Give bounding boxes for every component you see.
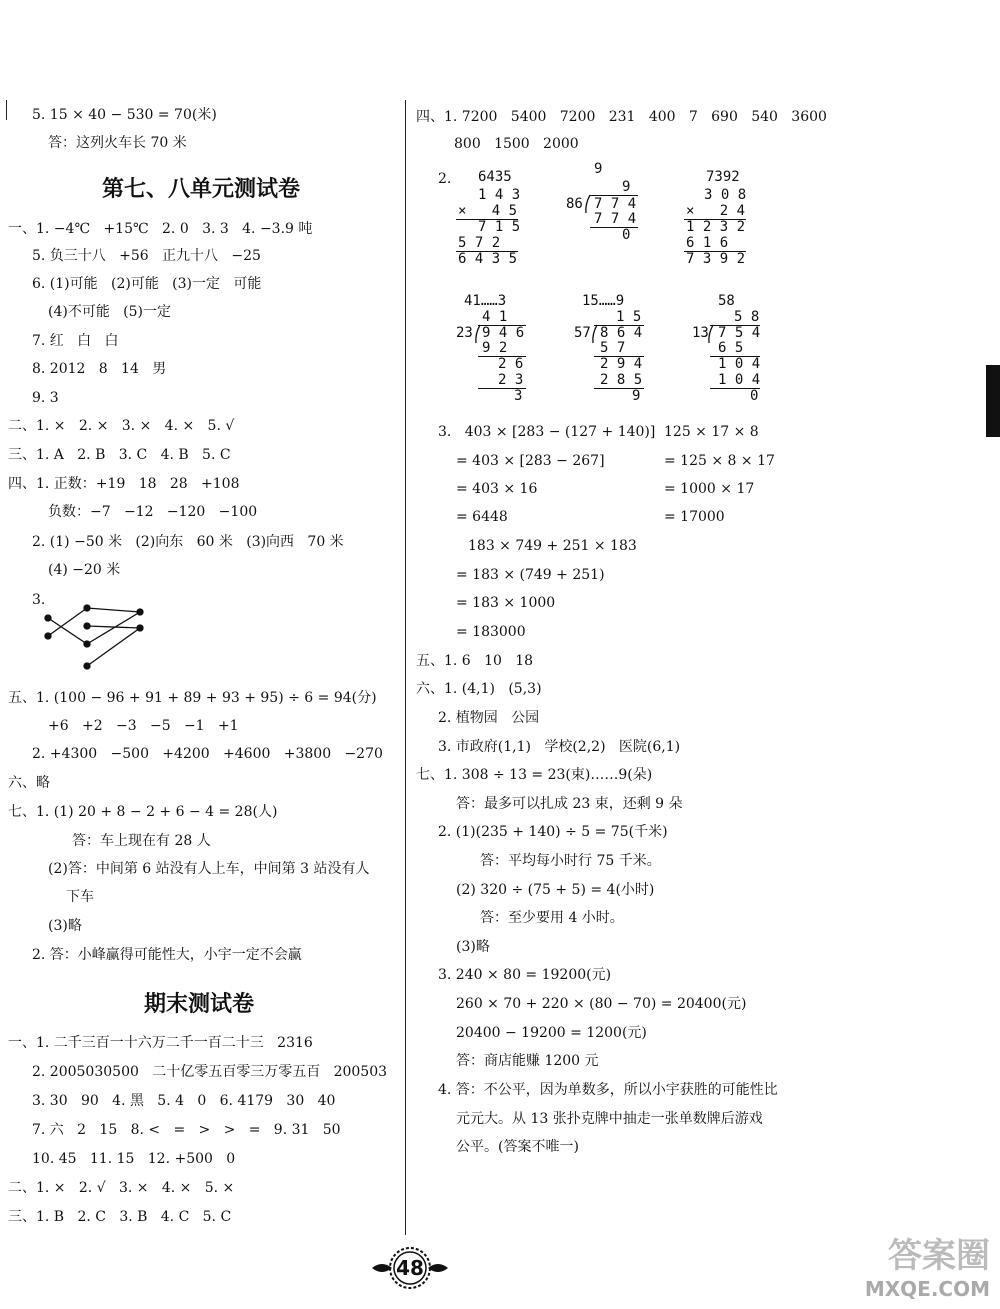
line: 9. 3 [32,390,59,406]
line: 一、1. 二千三百一十六万二千一百二十三 2316 [8,1035,313,1051]
line: 四、1. 7200 5400 7200 231 400 7 690 540 3600 [416,109,827,125]
line: 2. 2005030500 二十亿零五百零三万零五百 200503 [32,1064,388,1080]
calc-row: 2 9 4 [600,356,643,372]
calc-row: 7 7 4 [594,211,637,227]
line: 答：车上现在有 28 人 [72,833,211,849]
page-number: 48 [396,1256,424,1280]
calc-row: 6 5 [718,340,744,356]
division-bracket [584,194,594,214]
watermark [865,1228,990,1301]
line: 7. 红 白 白 [32,333,119,349]
calc-result: 58 [718,293,735,309]
line: 125 × 17 × 8 [664,424,759,440]
line: 负数：−7 −12 −120 −100 [48,504,258,520]
line: 五、1. (100 − 96 + 91 + 89 + 93 + 95) ÷ 6 = 94(分) [8,690,377,706]
calc-remainder: 3 [514,388,523,404]
line: 10. 45 11. 15 12. +500 0 [32,1151,236,1167]
line: 2. [438,171,452,187]
calc-row: × 2 4 [686,203,746,219]
calc-row: 1 0 4 [718,372,761,388]
calc-row: 1 2 3 2 [686,219,746,235]
line: = 183000 [456,624,526,640]
line: 下车 [66,889,94,905]
line: 3. [32,592,46,608]
line: 答：至少要用 4 小时。 [480,910,624,926]
calc-result: 7392 [706,169,740,185]
line: 二、1. × 2. × 3. × 4. × 5. √ [8,418,235,434]
line: = 17000 [664,509,725,525]
line: (2)答：中间第 6 站没有人上车，中间第 3 站没有人 [48,861,370,877]
calc-result: 6435 [478,169,512,185]
calc-quotient: 1 5 [616,309,642,325]
line: 答：平均每小时行 75 千米。 [480,853,661,869]
line: 4. 答：不公平，因为单数多，所以小宇获胜的可能性比 [438,1082,778,1098]
line: 7. 六 2 15 8. < = > > = 9. 31 50 [32,1122,341,1138]
line: (4)不可能 (5)一定 [48,304,172,320]
calc-row: 7 1 5 [478,219,521,235]
line: 四、1. 正数：+19 18 28 +108 [8,476,240,492]
line: (3)略 [48,918,82,934]
calc-row: 7 3 9 2 [686,251,746,267]
calc-row: 5 7 [600,340,626,356]
calc-dividend: 9 4 6 [482,325,525,341]
line: 公平。(答案不唯一) [456,1139,579,1155]
line: (3)略 [456,939,490,955]
calc-rule [590,227,638,228]
line: = 1000 × 17 [664,481,755,497]
calc-dividend: 7 7 4 [594,196,637,212]
line: = 6448 [456,509,508,525]
line: 2. 植物园 公园 [438,710,540,726]
line: 3. 403 × [283 − (127 + 140)] [438,424,656,440]
line: 3. 市政府(1,1) 学校(2,2) 医院(6,1) [438,739,681,755]
line: 800 1500 2000 [454,136,579,152]
line: 2. (1)(235 + 140) ÷ 5 = 75(千米) [438,824,668,840]
section-heading: 期末测试卷 [144,992,255,1017]
calc-row: 5 7 2 [458,235,501,251]
line: 三、1. B 2. C 3. B 4. C 5. C [8,1209,232,1225]
line: (4) −20 米 [48,562,121,578]
calc-dividend: 8 6 4 [600,325,643,341]
line: 3. 240 × 80 = 19200(元) [438,967,612,983]
division-bracket [707,324,717,344]
edge-mark [986,365,1000,437]
calc-remainder: 9 [632,388,641,404]
calc-row: 6 1 6 [686,235,729,251]
calc-row: 9 2 [482,340,508,356]
line: 6. (1)可能 (2)可能 (3)一定 可能 [32,276,262,292]
calc-row: 2 8 5 [600,372,643,388]
calc-row: × 4 5 [458,203,518,219]
section-heading: 第七、八单元测试卷 [102,177,301,202]
calc-row: 2 3 [498,372,524,388]
line: 一、1. −4℃ +15℃ 2. 0 3. 3 4. −3.9 吨 [8,221,313,237]
line: 5. 负三十八 +56 正九十八 −25 [32,248,261,264]
calc-remainder: 0 [750,388,759,404]
line: 二、1. × 2. √ 3. × 4. × 5. × [8,1180,235,1196]
calc-quotient: 4 1 [482,309,508,325]
line: 答：最多可以扎成 23 束，还剩 9 朵 [456,796,683,812]
calc-result: 9 [594,161,603,177]
left-margin-rule [6,100,7,120]
calc-divisor: 23 [456,325,473,341]
calc-remainder: 0 [622,227,631,243]
matching-diagram [40,598,150,678]
calc-quotient: 5 8 [734,309,760,325]
calc-row: 3 0 8 [704,187,747,203]
line: 3. 30 90 4. 黑 5. 4 0 6. 4179 30 40 [32,1093,336,1109]
line: 20400 − 19200 = 1200(元) [456,1025,647,1041]
line: = 403 × 16 [456,481,538,497]
calc-divisor: 57 [574,325,591,341]
line: 三、1. A 2. B 3. C 4. B 5. C [8,447,231,463]
line: 答：这列火车长 70 米 [48,135,187,151]
line: 2. +4300 −500 +4200 +4600 +3800 −270 [32,746,383,762]
line: 2. (1) −50 米 (2)向东 60 米 (3)向西 70 米 [32,534,344,550]
line: +6 +2 −3 −5 −1 +1 [48,718,239,734]
line: = 125 × 8 × 17 [664,453,775,469]
watermark-logo: 答案圈 [888,1236,990,1276]
line: 元元大。从 13 张扑克牌中抽走一张单数牌后游戏 [456,1111,763,1127]
line: 5. 15 × 40 − 530 = 70(米) [32,107,217,123]
line: 260 × 70 + 220 × (80 − 70) = 20400(元) [456,996,747,1012]
line: 七、1. (1) 20 + 8 − 2 + 6 − 4 = 28(人) [8,804,278,820]
calc-result: 41……3 [464,293,507,309]
calc-row: 6 4 3 5 [458,251,518,267]
calc-result: 15……9 [582,293,625,309]
line: 七、1. 308 ÷ 13 = 23(束)……9(朵) [416,767,653,783]
watermark-url: MXQE.COM [864,1277,990,1301]
line: 183 × 749 + 251 × 183 [468,538,637,554]
line: = 403 × [283 − 267] [456,453,605,469]
calc-row: 1 0 4 [718,356,761,372]
page-number-badge [370,1240,450,1292]
line: 答：商店能赚 1200 元 [456,1053,599,1069]
calc-divisor: 86 [566,196,583,212]
line: = 183 × 1000 [456,595,556,611]
calc-row: 2 6 [498,356,524,372]
line: 8. 2012 8 14 男 [32,361,167,377]
column-divider [405,100,406,1235]
calc-divisor: 13 [692,325,709,341]
line: = 183 × (749 + 251) [456,567,605,583]
calc-row: 1 4 3 [478,187,521,203]
line: 六、略 [8,775,50,791]
line: 2. 答：小峰赢得可能性大，小宇一定不会赢 [32,947,302,963]
line: (2) 320 ÷ (75 + 5) = 4(小时) [456,882,655,898]
calc-dividend: 7 5 4 [718,325,761,341]
line: 五、1. 6 10 18 [416,653,534,669]
line: 六、1. (4,1) (5,3) [416,681,542,697]
calc-quotient: 9 [622,179,631,195]
